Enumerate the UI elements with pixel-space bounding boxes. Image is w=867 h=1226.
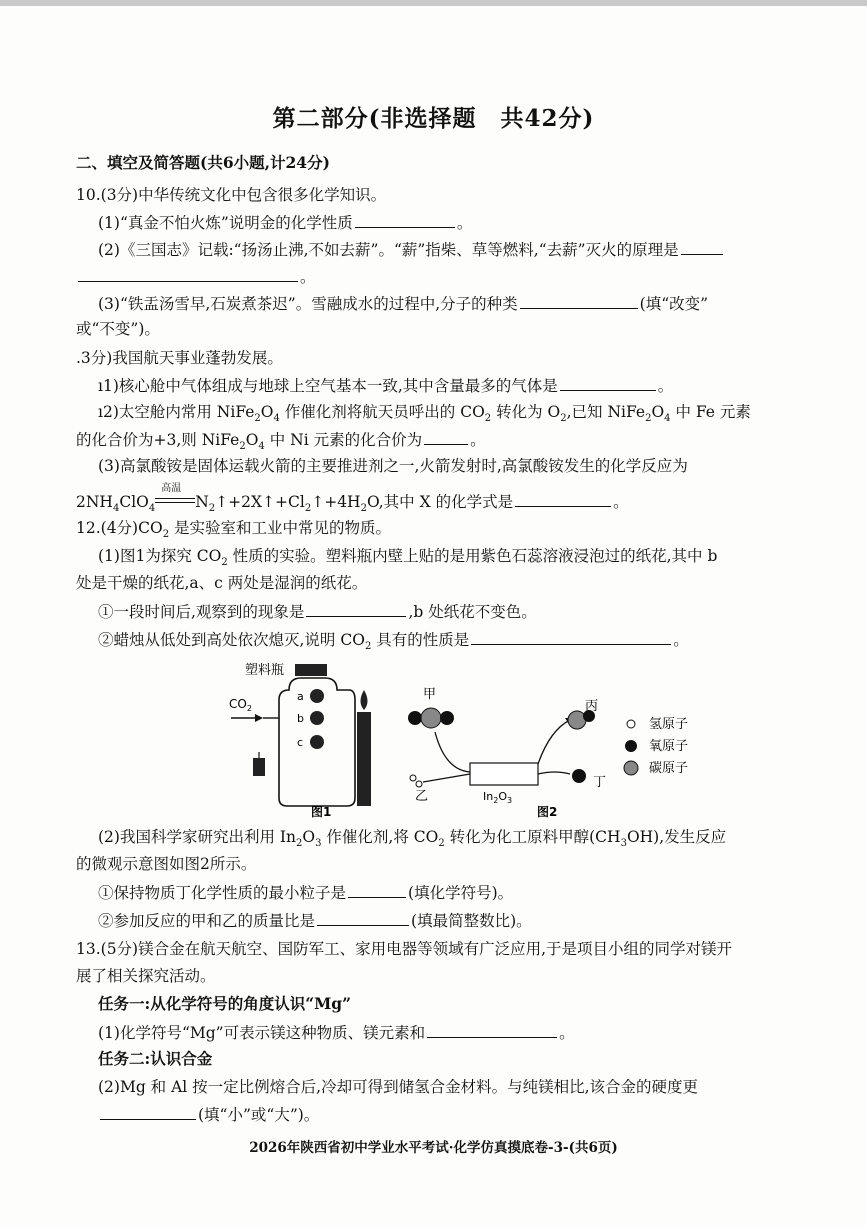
figure-2	[408, 687, 688, 819]
molecule-ding-oxygen	[572, 769, 586, 783]
catalyst-label: $In_2O_3$	[483, 790, 513, 805]
figure-2-caption: 图2	[537, 805, 558, 819]
label-bing: 丙	[585, 699, 599, 714]
bottle-label: 塑料瓶	[245, 663, 285, 678]
arrow-ding	[538, 772, 570, 774]
answer-blank[interactable]	[424, 428, 468, 445]
q13-part1: (1)化学符号“Mg”可表示镁这种物质、镁元素和 。	[98, 1021, 575, 1044]
q12-stem: 12.(4分)$CO_2$ 是实验室和工业中常见的物质。	[76, 519, 391, 541]
q10-part2-cont: 。	[76, 265, 316, 288]
bottle-cap	[295, 664, 327, 676]
label-yi: 乙	[415, 789, 429, 804]
q12-check1: ①一段时间后,观察到的现象是 ,b 处纸花不变色。	[98, 600, 537, 623]
q13-part2: (2)Mg 和 Al 按一定比例熔合后,冷却可得到储氢合金材料。与纯镁相比,该合金的硬度更	[98, 1078, 699, 1096]
arrow-head	[255, 714, 263, 722]
catalyst-box	[470, 763, 538, 785]
legend-oxygen: 氧原子	[649, 739, 689, 754]
q12-part1-cont: 处是干燥的纸花,a、c 两处是湿润的纸花。	[76, 574, 368, 592]
paper-flower-c	[310, 735, 324, 749]
flower-a-label: a	[297, 690, 304, 703]
q13-stem-cont: 展了相关探究活动。	[76, 967, 216, 985]
arrow-jia	[435, 732, 470, 772]
q10-stem: 10.(3分)中华传统文化中包含很多化学知识。	[76, 186, 387, 204]
q13-stem: 13.(5分)镁合金在航天航空、国防军工、家用电器等领域有广泛应用,于是项目小组的同学对镁开	[76, 940, 733, 958]
legend-oxygen-symbol	[625, 740, 637, 752]
answer-blank[interactable]	[520, 292, 638, 309]
legend-carbon-symbol	[624, 761, 638, 775]
co2-label: $CO_2$	[229, 697, 252, 713]
q11-part2-cont: 的化合价为+3,则 $NiFe_2O_4$ 中 Ni 元素的化合价为 。	[76, 428, 486, 458]
answer-blank[interactable]	[560, 374, 656, 391]
molecule-jia-oxygen-right	[440, 711, 454, 725]
q10-part3: (3)“铁盂汤雪早,石炭煮茶迟”。雪融成水的过程中,分子的种类 (填“改变”	[98, 292, 708, 315]
q11-part2: ı2)太空舱内常用 $NiFe_2O_4$ 作催化剂将航天员呼出的 $CO_2$ 转化为 $O_2$,已知 $NiFe_2O_4$ 中 Fe 元素	[98, 403, 751, 425]
q11-part1: ı1)核心舱中气体组成与地球上空气基本一致,其中含量最多的气体是 。	[98, 374, 673, 397]
q12-check4: ②参加反应的甲和乙的质量比是 (填最简整数比)。	[98, 909, 532, 932]
candle-low	[253, 758, 265, 776]
answer-blank[interactable]	[427, 1021, 557, 1038]
molecule-jia-oxygen-left	[408, 711, 422, 725]
q10-part2: (2)《三国志》记载:“扬汤止沸,不如去薪”。“薪”指柴、草等燃料,“去薪”灭火的原理是	[98, 238, 725, 261]
answer-blank[interactable]	[515, 490, 611, 507]
paper-flower-a	[310, 689, 324, 703]
figure-1	[229, 662, 371, 819]
molecule-yi-h2	[416, 781, 422, 787]
answer-blank[interactable]	[78, 265, 298, 282]
flower-b-label: b	[297, 712, 304, 725]
answer-blank[interactable]	[471, 628, 671, 645]
answer-blank[interactable]	[355, 211, 455, 228]
flame-high	[361, 690, 368, 710]
task-two-heading: 任务二:认识合金	[98, 1049, 213, 1068]
molecule-bing-carbon	[568, 711, 586, 729]
answer-blank[interactable]	[681, 238, 723, 255]
q12-check3: ①保持物质丁化学性质的最小粒子是 (填化学符号)。	[98, 881, 513, 904]
q11-equation: $2NH_4ClO_4$ 高温 $N_2↑+2X↑+Cl_2↑+4H_2O$,其中 X 的化学式是 。	[76, 490, 629, 520]
reaction-condition: 高温	[161, 483, 182, 494]
q13-part2-cont: (填“小”或“大”)。	[98, 1103, 319, 1126]
arrow-bing	[538, 720, 570, 764]
paper-flower-b	[310, 711, 324, 725]
answer-blank[interactable]	[348, 881, 406, 898]
task-one-heading: 任务一:从化学符号的角度认识“Mg”	[98, 994, 352, 1013]
q12-part2: (2)我国科学家研究出利用 $In_2O_3$ 作催化剂,将 $CO_2$ 转化为化工原料甲醇$(CH_3OH)$,发生反应	[98, 828, 727, 850]
flower-c-label: c	[297, 736, 304, 749]
q12-part1: (1)图1为探究 $CO_2$ 性质的实验。塑料瓶内壁上贴的是用紫色石蕊溶液浸泡过的纸花,其中 b	[98, 547, 718, 569]
q12-check2: ②蜡烛从低处到高处依次熄灭,说明 $CO_2$ 具有的性质是 。	[98, 628, 689, 658]
arrow-yi	[423, 774, 470, 782]
label-ding: 丁	[593, 775, 607, 790]
legend-carbon: 碳原子	[649, 761, 689, 776]
section-heading: 二、填空及简答题(共6小题,计24分)	[76, 153, 330, 172]
label-jia: 甲	[423, 687, 437, 702]
figure-1-caption: 图1	[311, 805, 332, 819]
page-footer: 2026年陕西省初中学业水平考试·化学仿真摸底卷-3-(共6页)	[249, 1140, 618, 1156]
q10-part1: (1)“真金不怕火炼”说明金的化学性质 。	[98, 211, 472, 234]
legend-hydrogen-symbol	[627, 720, 635, 728]
scan-top-edge	[0, 0, 867, 6]
molecule-jia-carbon	[421, 708, 441, 728]
page-title: 第二部分(非选择题 共42分)	[272, 105, 595, 132]
q11-part3: (3)高氯酸铵是固体运载火箭的主要推进剂之一,火箭发射时,高氯酸铵发生的化学反应为	[98, 457, 688, 475]
answer-blank[interactable]	[306, 600, 406, 617]
answer-blank[interactable]	[317, 909, 409, 926]
q10-part3-cont: 或“不变”)。	[76, 320, 160, 338]
candle-high	[357, 712, 371, 806]
answer-blank[interactable]	[100, 1103, 196, 1120]
legend-hydrogen: 氢原子	[649, 717, 689, 732]
q11-stem: .3分)我国航天事业蓬勃发展。	[76, 349, 283, 367]
q12-part2-cont: 的微观示意图如图2所示。	[76, 855, 257, 873]
experiment-figure	[225, 660, 725, 825]
molecule-yi-h1	[410, 775, 416, 781]
